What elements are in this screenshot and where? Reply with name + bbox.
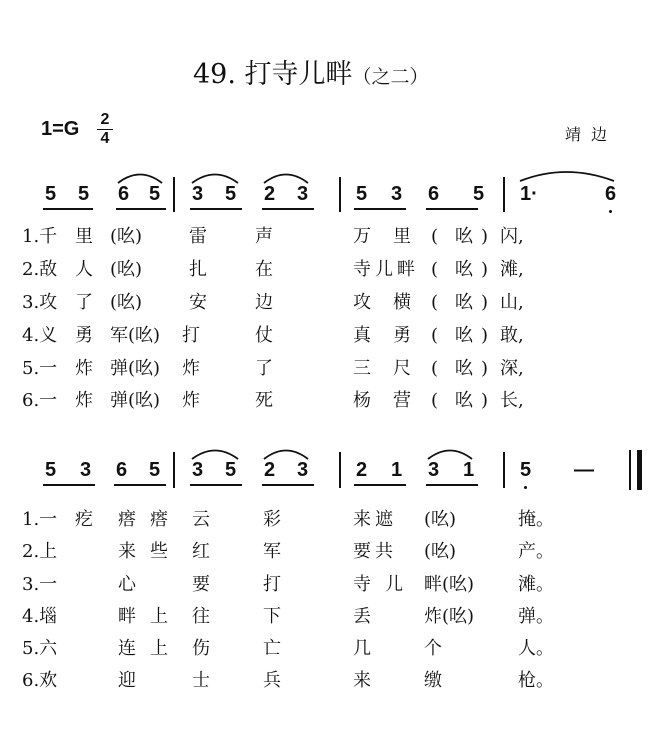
lyric: 打 xyxy=(182,325,200,346)
lyric: 丢 xyxy=(353,606,371,627)
lyric: 产。 xyxy=(518,541,554,562)
lyric: 吆 xyxy=(455,292,473,313)
lyric: 2.敌 xyxy=(22,259,58,280)
lyric: 儿 xyxy=(375,259,393,280)
lyric: 尺 xyxy=(393,358,411,379)
lyric: 疙 xyxy=(75,509,93,530)
lyric: 遮 xyxy=(375,509,393,530)
lyric: 边 xyxy=(255,292,273,313)
lyric: 炸 xyxy=(182,358,200,379)
lyric: 勇 xyxy=(75,325,93,346)
lyric: 云 xyxy=(192,509,210,530)
note: 5 xyxy=(356,183,368,205)
lyric: 枪。 xyxy=(518,670,554,691)
lyric: 了 xyxy=(255,358,273,379)
note: 2 xyxy=(264,459,276,481)
lyric: 来 xyxy=(353,509,371,530)
lyric: 1.千 xyxy=(22,226,58,247)
lyric: 里 xyxy=(75,226,93,247)
lyric: 畔 xyxy=(118,606,136,627)
lyric: 滩。 xyxy=(518,574,554,595)
lyric: 红 xyxy=(192,541,210,562)
lyric: ) xyxy=(481,358,489,379)
note: 1 xyxy=(463,459,475,481)
lyric: 连 xyxy=(118,638,136,659)
note: 3 xyxy=(80,459,92,481)
lyric: 4.义 xyxy=(22,325,58,346)
note: 5 xyxy=(78,183,90,205)
slur xyxy=(192,451,238,460)
note: 5 xyxy=(45,183,57,205)
lyric: 弹。 xyxy=(518,606,554,627)
lyric: 吆 xyxy=(455,390,473,411)
lyric: ( xyxy=(431,259,439,280)
lyric: 往 xyxy=(192,606,210,627)
lyric: 几 xyxy=(353,638,371,659)
slur xyxy=(264,451,308,460)
lyric: 吆 xyxy=(455,259,473,280)
lyric: 吆 xyxy=(455,358,473,379)
lyric: 炸 xyxy=(75,358,93,379)
lyric: 5.六 xyxy=(22,638,58,659)
lyric: (吆) xyxy=(110,226,143,247)
lyric: ) xyxy=(481,259,489,280)
note: 5 xyxy=(149,183,161,205)
lyric: 些 xyxy=(150,541,168,562)
lyric: 闪, xyxy=(500,226,524,247)
lyric: 勇 xyxy=(393,325,411,346)
lyric: 滩, xyxy=(500,259,524,280)
lyric: ) xyxy=(481,390,489,411)
lyric: ( xyxy=(431,358,439,379)
author: 靖边 xyxy=(565,125,618,144)
lyric: 士 xyxy=(192,670,210,691)
lyric: 炸 xyxy=(75,390,93,411)
lyric: 上 xyxy=(150,606,168,627)
lyric: 吆 xyxy=(455,226,473,247)
lyric: 儿 xyxy=(385,574,403,595)
lyric: 4.堖 xyxy=(22,606,58,627)
lyric: 仗 xyxy=(255,325,273,346)
lyric: (吆) xyxy=(110,259,143,280)
note: 2 xyxy=(264,183,276,205)
lyric: 敢, xyxy=(500,325,524,346)
lyric: 要 xyxy=(192,574,210,595)
note: 6 xyxy=(116,459,128,481)
note: 5 xyxy=(473,183,485,205)
lyric: 畔 xyxy=(397,259,415,280)
lyric: 声 xyxy=(255,226,273,247)
lyric: 亡 xyxy=(263,638,281,659)
lyric: 万 xyxy=(353,226,371,247)
lyric: 来 xyxy=(118,541,136,562)
lyric: 缴 xyxy=(424,670,442,691)
lyric: 心 xyxy=(118,574,136,595)
lyric: 6.欢 xyxy=(22,670,58,691)
note: 1· xyxy=(520,183,538,205)
note: 1 xyxy=(391,459,403,481)
lyric: 彩 xyxy=(263,509,281,530)
song-title-sub: （之二） xyxy=(352,66,429,88)
lyric: 1.一 xyxy=(22,509,58,530)
lyric: 6.一 xyxy=(22,390,58,411)
note: 3 xyxy=(192,183,204,205)
lyric: ) xyxy=(481,292,489,313)
lyric: 伤 xyxy=(192,638,210,659)
note: 5 xyxy=(225,183,237,205)
lyric: 下 xyxy=(263,606,281,627)
lyric: 死 xyxy=(255,390,273,411)
note: 6 xyxy=(118,183,130,205)
note: 5 xyxy=(520,459,532,481)
lyric: 军(吆) xyxy=(110,325,161,346)
lyric: ( xyxy=(431,325,439,346)
lyric: 要 xyxy=(353,541,371,562)
note: 6 xyxy=(428,183,440,205)
lyric: 在 xyxy=(255,259,273,280)
lyric: ( xyxy=(431,292,439,313)
lyric: ( xyxy=(431,390,439,411)
lyric: 迎 xyxy=(118,670,136,691)
time-signature-bottom: 4 xyxy=(100,130,110,147)
lyric: 扎 xyxy=(189,259,207,280)
key-signature: 1=G xyxy=(41,118,80,140)
lyric: 畔(吆) xyxy=(424,574,475,595)
lyric: (吆) xyxy=(424,541,457,562)
lyric: 吆 xyxy=(455,325,473,346)
note: 3 xyxy=(297,183,309,205)
lyric: 寺 xyxy=(353,574,371,595)
note: 2 xyxy=(356,459,368,481)
note: 5 xyxy=(225,459,237,481)
lyric: 上 xyxy=(150,638,168,659)
lyric: 横 xyxy=(393,292,411,313)
slur xyxy=(118,175,162,184)
lyric: 3.一 xyxy=(22,574,58,595)
slur xyxy=(192,175,238,184)
lyric: 弹(吆) xyxy=(110,358,161,379)
note: 3 xyxy=(297,459,309,481)
lyric: 三 xyxy=(353,358,371,379)
note: 5 xyxy=(149,459,161,481)
lyric: 人 xyxy=(75,259,93,280)
lyric: 兵 xyxy=(263,670,281,691)
note: 5 xyxy=(45,459,57,481)
lyric: 军 xyxy=(263,541,281,562)
lyric: 炸(吆) xyxy=(424,606,475,627)
lyric: 人。 xyxy=(518,638,554,659)
lyric: 山, xyxy=(500,292,524,313)
lyric: 掩。 xyxy=(518,509,554,530)
lyric: 瘩 xyxy=(118,509,136,530)
slur xyxy=(264,175,308,184)
lyric: 弹(吆) xyxy=(110,390,161,411)
lyric: 安 xyxy=(189,292,207,313)
lyric: 2.上 xyxy=(22,541,58,562)
note: 3 xyxy=(391,183,403,205)
lyric: 真 xyxy=(353,325,371,346)
lyric: 来 xyxy=(353,670,371,691)
lyric: 了 xyxy=(75,292,93,313)
lyric: 共 xyxy=(375,541,393,562)
lyric: ( xyxy=(431,226,439,247)
slur xyxy=(428,451,472,460)
lyric: 深, xyxy=(500,358,524,379)
lyric: 5.一 xyxy=(22,358,58,379)
lyric: 长, xyxy=(500,390,524,411)
lyric: (吆) xyxy=(110,292,143,313)
lyric: 寺 xyxy=(353,259,371,280)
lyric: 里 xyxy=(393,226,411,247)
time-signature-top: 2 xyxy=(100,111,110,128)
lyric: 瘩 xyxy=(150,509,168,530)
lyric: (吆) xyxy=(424,509,457,530)
note: 3 xyxy=(428,459,440,481)
lyric: 杨 xyxy=(353,390,371,411)
tie xyxy=(520,172,614,181)
lyric: 炸 xyxy=(182,390,200,411)
lyric: 打 xyxy=(263,574,281,595)
lyric: 3.攻 xyxy=(22,292,58,313)
lyric: ) xyxy=(481,226,489,247)
note: 3 xyxy=(192,459,204,481)
song-title-main: 49. 打寺儿畔 xyxy=(193,59,353,90)
lyric: 个 xyxy=(424,638,442,659)
lyric: 雷 xyxy=(189,226,207,247)
note: 6 xyxy=(605,183,617,205)
lyric: 攻 xyxy=(353,292,371,313)
lyric: ) xyxy=(481,325,489,346)
note: — xyxy=(574,459,594,481)
lyric: 营 xyxy=(393,390,411,411)
